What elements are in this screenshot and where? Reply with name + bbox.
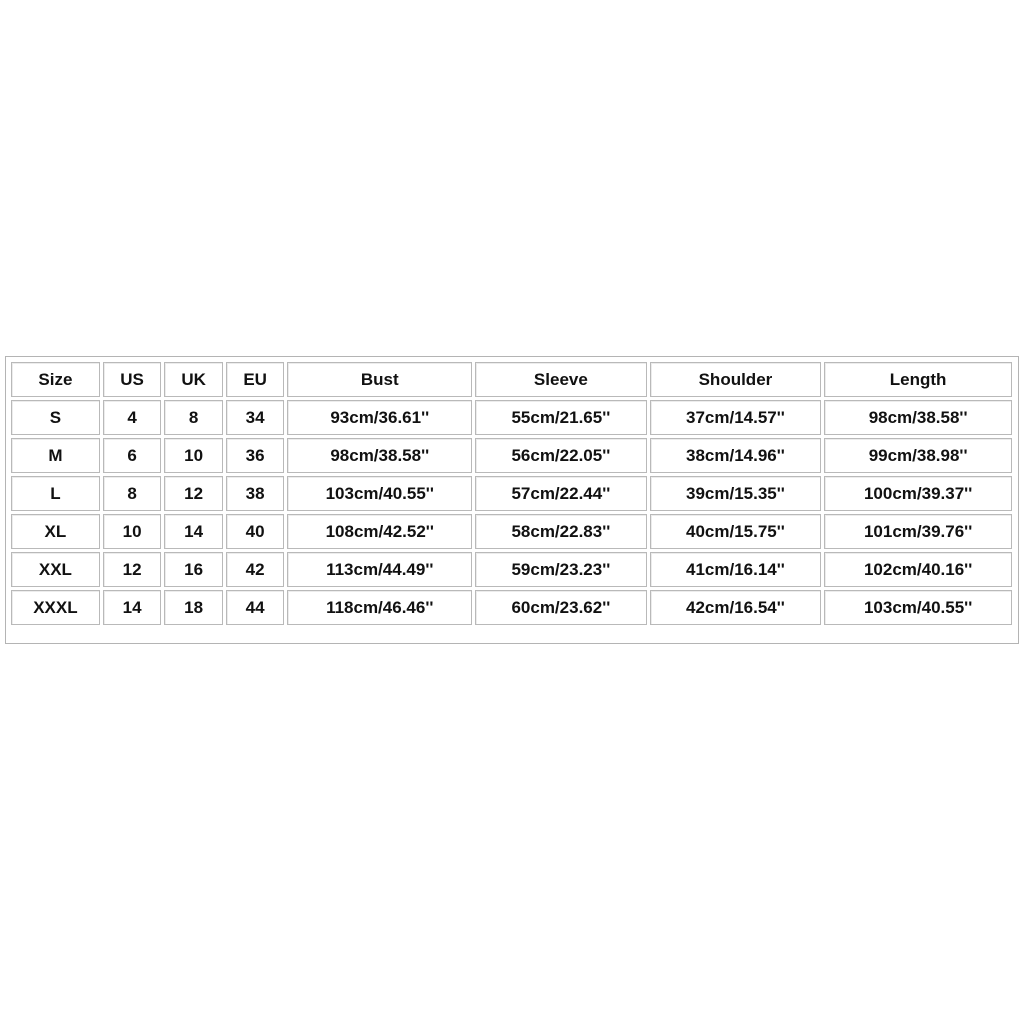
cell-length: 102cm/40.16'' (824, 552, 1012, 587)
cell-us: 4 (103, 400, 162, 435)
table-row (11, 476, 1012, 511)
cell-shoulder: 40cm/15.75'' (650, 514, 822, 549)
cell-us: 6 (103, 438, 162, 473)
cell-size: L (11, 476, 100, 511)
cell-uk: 18 (164, 590, 223, 625)
header-row (11, 362, 1012, 397)
cell-shoulder: 41cm/16.14'' (650, 552, 822, 587)
cell-uk: 14 (164, 514, 223, 549)
cell-size: XL (11, 514, 100, 549)
cell-shoulder: 39cm/15.35'' (650, 476, 822, 511)
cell-us: 12 (103, 552, 162, 587)
cell-uk: 10 (164, 438, 223, 473)
header-us: US (103, 362, 162, 397)
cell-bust: 93cm/36.61'' (287, 400, 472, 435)
cell-length: 99cm/38.98'' (824, 438, 1012, 473)
header-sleeve: Sleeve (475, 362, 647, 397)
cell-bust: 98cm/38.58'' (287, 438, 472, 473)
cell-sleeve: 59cm/23.23'' (475, 552, 647, 587)
cell-shoulder: 38cm/14.96'' (650, 438, 822, 473)
cell-length: 101cm/39.76'' (824, 514, 1012, 549)
header-eu: EU (226, 362, 285, 397)
cell-eu: 44 (226, 590, 285, 625)
cell-eu: 36 (226, 438, 285, 473)
cell-us: 14 (103, 590, 162, 625)
cell-bust: 103cm/40.55'' (287, 476, 472, 511)
cell-size: S (11, 400, 100, 435)
cell-eu: 40 (226, 514, 285, 549)
header-size: Size (11, 362, 100, 397)
cell-us: 10 (103, 514, 162, 549)
cell-sleeve: 57cm/22.44'' (475, 476, 647, 511)
cell-sleeve: 58cm/22.83'' (475, 514, 647, 549)
cell-size: XXXL (11, 590, 100, 625)
cell-eu: 38 (226, 476, 285, 511)
cell-bust: 118cm/46.46'' (287, 590, 472, 625)
cell-sleeve: 55cm/21.65'' (475, 400, 647, 435)
cell-length: 100cm/39.37'' (824, 476, 1012, 511)
header-shoulder: Shoulder (650, 362, 822, 397)
header-uk: UK (164, 362, 223, 397)
cell-eu: 34 (226, 400, 285, 435)
table-row (11, 552, 1012, 587)
size-chart (5, 356, 1019, 644)
cell-bust: 113cm/44.49'' (287, 552, 472, 587)
cell-us: 8 (103, 476, 162, 511)
cell-sleeve: 60cm/23.62'' (475, 590, 647, 625)
cell-uk: 16 (164, 552, 223, 587)
size-chart-table (8, 359, 1015, 628)
table-row (11, 514, 1012, 549)
cell-uk: 12 (164, 476, 223, 511)
cell-bust: 108cm/42.52'' (287, 514, 472, 549)
table-row (11, 590, 1012, 625)
header-length: Length (824, 362, 1012, 397)
header-bust: Bust (287, 362, 472, 397)
cell-length: 98cm/38.58'' (824, 400, 1012, 435)
cell-shoulder: 42cm/16.54'' (650, 590, 822, 625)
cell-shoulder: 37cm/14.57'' (650, 400, 822, 435)
cell-eu: 42 (226, 552, 285, 587)
table-row (11, 438, 1012, 473)
cell-size: M (11, 438, 100, 473)
cell-sleeve: 56cm/22.05'' (475, 438, 647, 473)
cell-size: XXL (11, 552, 100, 587)
cell-uk: 8 (164, 400, 223, 435)
cell-length: 103cm/40.55'' (824, 590, 1012, 625)
table-row (11, 400, 1012, 435)
